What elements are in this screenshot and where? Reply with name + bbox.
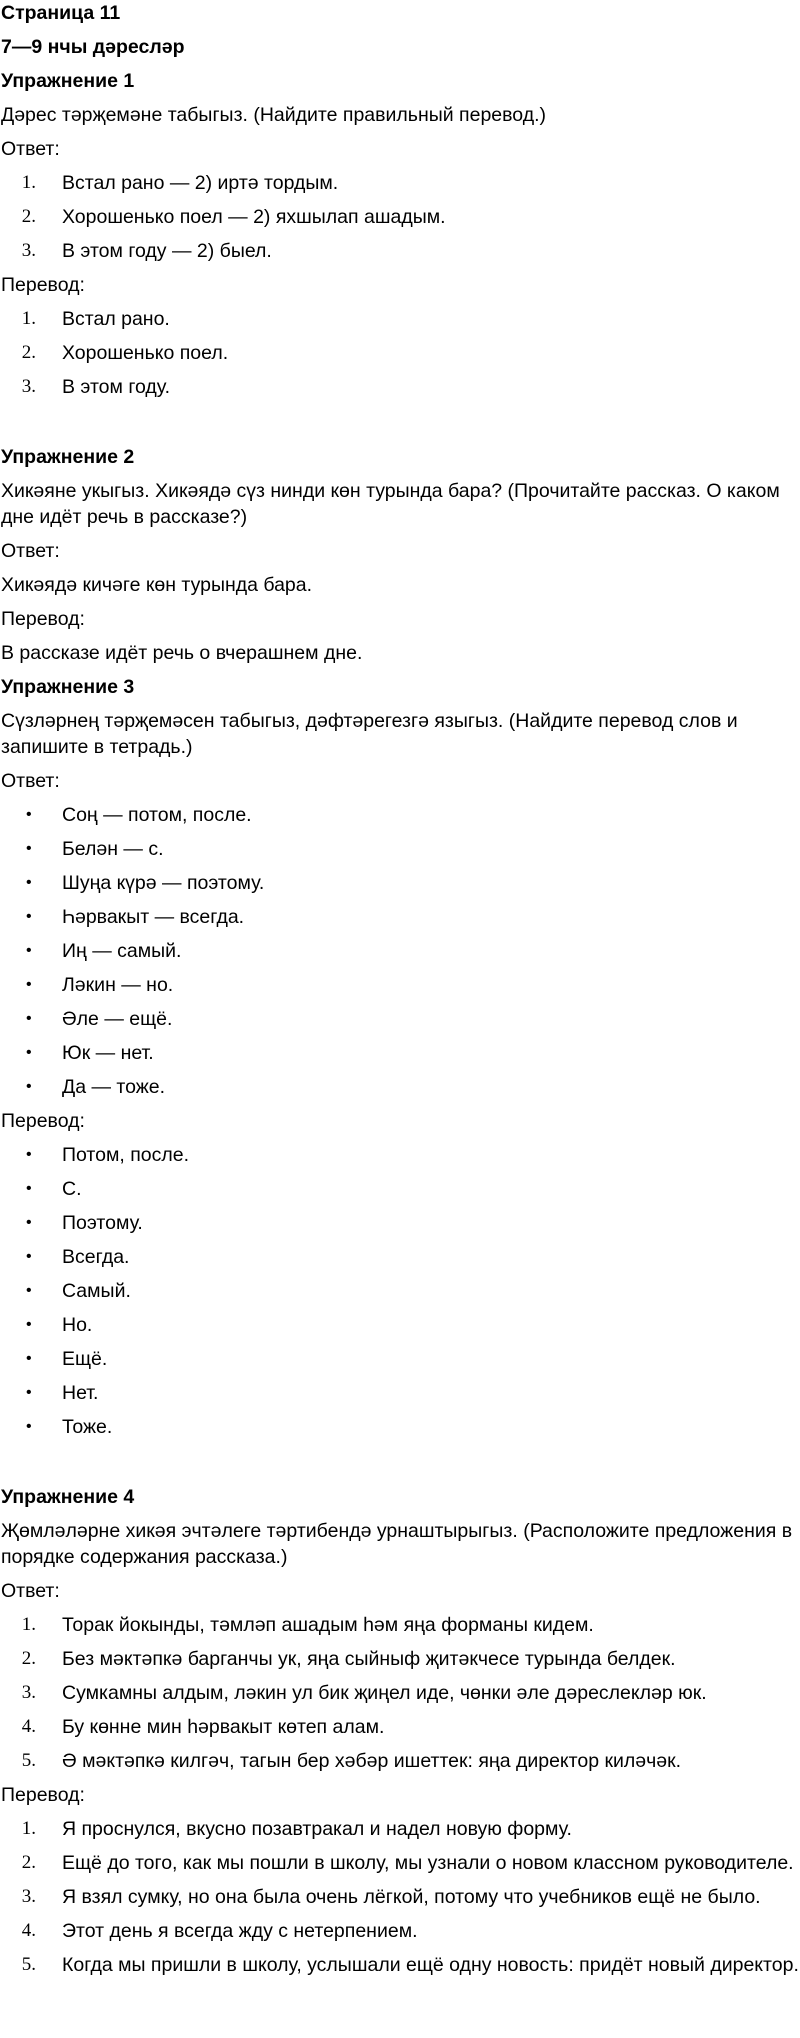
exercise-1 xyxy=(1,68,800,400)
list-item: 5. Ә мәктәпкә килгәч, тагын бер хәбәр ишеттек: яңа директор киләчәк. xyxy=(21,1750,682,1772)
list-item: • Әле — ещё. xyxy=(26,1008,173,1030)
list-item: • Потом, после. xyxy=(26,1144,190,1166)
page-title: Страница 11 xyxy=(1,2,121,24)
list-item: • Шуңа күрә — поэтому. xyxy=(26,872,265,894)
list-item: • Юк — нет. xyxy=(26,1042,154,1064)
list-item: • Но. xyxy=(26,1314,93,1336)
exercise-2-translation: В рассказе идёт речь о вчерашнем дне. xyxy=(1,642,363,664)
list-item: • Ещё. xyxy=(26,1348,108,1370)
translation-label: Перевод: xyxy=(1,608,85,630)
list-item: 2. Хорошенько поел — 2) яхшылап ашадым. xyxy=(21,206,446,228)
answer-label: Ответ: xyxy=(1,138,60,160)
list-item: 1. Я проснулся, вкусно позавтракал и надел новую форму. xyxy=(21,1818,572,1840)
list-item: 3. Сумкамны алдым, ләкин ул бик җиңел иде, чөнки әле дәреслекләр юк. xyxy=(21,1682,707,1704)
list-item: • Ләкин — но. xyxy=(26,974,174,996)
list-item: 4. Бу көнне мин һәрвакыт көтеп алам. xyxy=(21,1716,385,1738)
list-item: 3. В этом году. xyxy=(21,376,171,398)
exercise-4-translation-list xyxy=(1,1816,800,1978)
exercise-2-title: Упражнение 2 xyxy=(1,446,135,468)
exercise-1-title: Упражнение 1 xyxy=(1,70,135,92)
list-item: 2. Ещё до того, как мы пошли в школу, мы узнали о новом классном руководителе. xyxy=(21,1852,794,1874)
lesson-title: 7—9 нчы дәресләр xyxy=(1,36,185,58)
list-item: • Нет. xyxy=(26,1382,99,1404)
answer-label: Ответ: xyxy=(1,1580,60,1602)
list-item: • Тоже. xyxy=(26,1416,113,1438)
list-item: 3. Я взял сумку, но она была очень лёгкой, потому что учебников ещё не было. xyxy=(21,1886,761,1908)
exercise-4-answer-list xyxy=(1,1612,800,1774)
exercise-3 xyxy=(1,674,800,1440)
exercise-4 xyxy=(1,1484,800,1978)
exercise-2-task: Хикәяне укыгыз. Хикәядә сүз нинди көн турында бара? (Прочитайте рассказ. О каком дне идёт речь в рассказе?) xyxy=(1,480,780,528)
exercise-4-title: Упражнение 4 xyxy=(1,1486,135,1508)
exercise-4-task: Җөмләләрне хикәя эчтәлеге тәртибендә урнаштырыгыз. (Расположите предложения в порядке содержания рассказа.) xyxy=(1,1520,793,1568)
list-item: 4. Этот день я всегда жду с нетерпением. xyxy=(21,1920,418,1942)
translation-label: Перевод: xyxy=(1,1784,85,1806)
list-item: • Да — тоже. xyxy=(26,1076,166,1098)
answer-label: Ответ: xyxy=(1,540,60,562)
list-item: 2. Хорошенько поел. xyxy=(21,342,229,364)
list-item: • Поэтому. xyxy=(26,1212,143,1234)
exercise-2 xyxy=(1,444,800,666)
list-item: • Белән — с. xyxy=(26,838,164,860)
list-item: • Соң — потом, после. xyxy=(26,804,252,826)
exercise-3-answer-list xyxy=(1,802,800,1100)
list-item: • Һәрвакыт — всегда. xyxy=(26,906,245,928)
list-item: 1. Встал рано. xyxy=(21,308,170,330)
exercise-1-translation-list xyxy=(1,306,800,400)
list-item: 2. Без мәктәпкә барганчы ук, яңа сыйныф җитәкчесе турында белдек. xyxy=(21,1648,676,1670)
list-item: 1. Торак йокынды, тәмләп ашадым һәм яңа форманы кидем. xyxy=(21,1614,594,1636)
list-item: • С. xyxy=(26,1178,82,1200)
list-item: 5. Когда мы пришли в школу, услышали ещё одну новость: придёт новый директор. xyxy=(21,1954,799,1976)
list-item: • Иң — самый. xyxy=(26,940,182,962)
translation-label: Перевод: xyxy=(1,274,85,296)
exercise-1-task: Дәрес тәрҗемәне табыгыз. (Найдите правильный перевод.) xyxy=(1,104,546,126)
exercise-2-answer: Хикәядә кичәге көн турында бара. xyxy=(1,574,313,596)
answer-label: Ответ: xyxy=(1,770,60,792)
list-item: • Всегда. xyxy=(26,1246,130,1268)
exercise-3-translation-list xyxy=(1,1142,800,1440)
list-item: • Самый. xyxy=(26,1280,131,1302)
exercise-3-title: Упражнение 3 xyxy=(1,676,135,698)
list-item: 3. В этом году — 2) быел. xyxy=(21,240,272,262)
exercise-3-task: Сүзләрнең тәрҗемәсен табыгыз, дәфтәрегезгә языгыз. (Найдите перевод слов и запишите в тетрадь.) xyxy=(1,710,738,758)
translation-label: Перевод: xyxy=(1,1110,85,1132)
list-item: 1. Встал рано — 2) иртә тордым. xyxy=(21,172,339,194)
exercise-1-answer-list xyxy=(1,170,800,264)
